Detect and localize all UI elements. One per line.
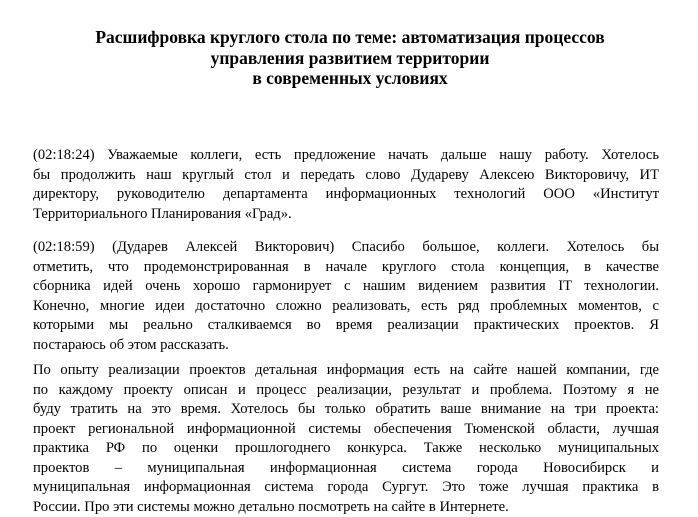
paragraph-projects — [33, 361, 659, 517]
paragraph-line: бы продолжить наш круглый стол и передать слово Дудареву Алексею Викторовичу, ИТ — [33, 166, 659, 186]
paragraph-line: муниципальная информационная система города Сургут. Это тоже лучшая практика в — [33, 478, 659, 498]
paragraph-line: директору, руководителю департамента информационных технологий ООО «Институт — [33, 185, 659, 205]
paragraph-line: (02:18:24) Уважаемые коллеги, есть предложение начать дальше нашу работу. Хотелось — [33, 146, 659, 166]
paragraph-line: По опыту реализации проектов детальная информация есть на сайте нашей компании, где — [33, 361, 659, 381]
paragraph-line: которыми мы реально сталкиваемся во время реализации практических проектов. Я — [33, 316, 659, 336]
paragraph-line: практика РФ по оценки прошлогоднего конкурса. Также несколько муниципальных — [33, 439, 659, 459]
paragraph-line: (02:18:59) (Дударев Алексей Викторович) Спасибо большое, коллеги. Хотелось бы — [33, 238, 659, 258]
title-line: управления развитием территории — [20, 48, 680, 69]
paragraph-line: России. Про эти системы можно детально посмотреть на сайте в Интернете. — [33, 498, 659, 517]
paragraph-line: по каждому проекту описан и процесс реализации, результат и проблема. Поэтому я не — [33, 381, 659, 401]
paragraph-line: постараюсь об этом рассказать. — [33, 336, 659, 356]
paragraph-line: буду тратить на это время. Хотелось бы только обратить ваше внимание на три проекта: — [33, 400, 659, 420]
document-title — [20, 27, 680, 89]
paragraph-line: отметить, что продемонстрированная в начале круглого стола концепция, в качестве — [33, 258, 659, 278]
paragraph-line: сборника идей очень хорошо гармонирует с нашим видением развития IT технологии. — [33, 277, 659, 297]
paragraph-line: проект региональной информационной системы обеспечения Тюменской области, лучшая — [33, 420, 659, 440]
paragraph-line: Территориального Планирования «Град». — [33, 205, 659, 225]
paragraph-opening-remarks — [33, 146, 659, 224]
paragraph-line: Конечно, многие идеи достаточно сложно реализовать, есть ряд проблемных моментов, с — [33, 297, 659, 317]
title-line: Расшифровка круглого стола по теме: автоматизация процессов — [20, 27, 680, 48]
paragraph-speaker-response — [33, 238, 659, 355]
paragraph-line: проектов – муниципальная информационная система города Новосибирск и — [33, 459, 659, 479]
title-line: в современных условиях — [20, 68, 680, 89]
